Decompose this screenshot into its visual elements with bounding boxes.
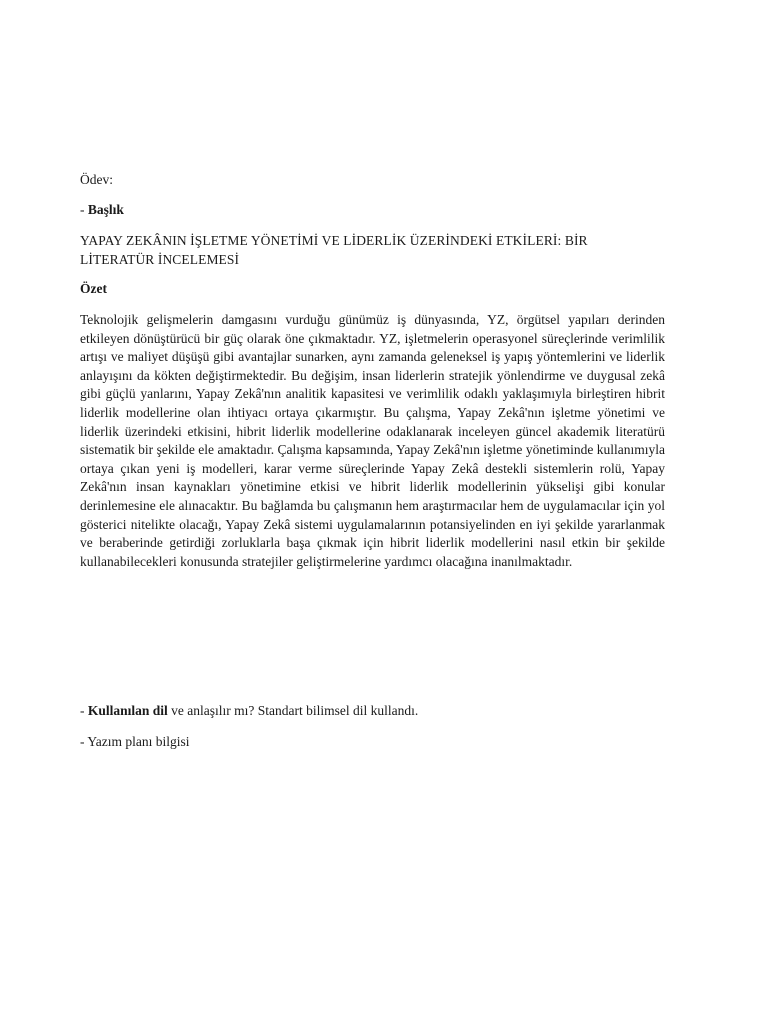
document-title: YAPAY ZEKÂNIN İŞLETME YÖNETİMİ VE LİDERLİK ÜZERİNDEKİ ETKİLERİ: BİR LİTERATÜR İNCELEMESİ <box>80 233 588 267</box>
abstract-heading <box>80 280 665 299</box>
assignment-label: Ödev: <box>80 172 113 187</box>
abstract-text: Teknolojik gelişmelerin damgasını vurduğu günümüz iş dünyasında, YZ, örgütsel yapıları derinden etkileyen dönüştürücü bir güç olarak öne çıkmaktadır. YZ, işletmelerin operasyonel süreçlerinde verimlilik artışı ve maliyet düşüşü gibi avantajlar sunarken, aynı zamanda geleneksel iş yapış yöntemlerini ve liderlik anlayışını da kökten değiştirmektedir. Bu değişim, insan liderlerin stratejik yönlendirme ve duygusal zekâ gibi güçlü yanlarını, Yapay Zekâ'nın analitik kapasitesi ve verimlilik odaklı yaklaşımıyla birleştiren hibrit liderlik modellerine olan ihtiyacı ortaya çıkarmıştır. Bu çalışma, Yapay Zekâ'nın işletme yönetimi ve liderlik üzerindeki etkisini, hibrit liderlik modellerine odaklanarak inceleyen güncel akademik literatürü sistematik bir şekilde ele amaktadır. Çalışma kapsamında, Yapay Zekâ'nın işletme yönetiminde kullanımıyla ortaya çıkan yeni iş modelleri, karar verme süreçlerinde Yapay Zekâ destekli sistemlerin rolü, Yapay Zekâ'nın insan kaynakları yönetimine etkisi ve hibrit liderlik modellerinin yükselişi gibi konular derinlemesine ele alınacaktır. Bu bağlamda bu çalışmanın hem araştırmacılar hem de uygulamacılar için yol gösterici nitelikte olacağı, Yapay Zekâ sistemi uygulamalarının potansiyelinden en iyi şekilde yararlanmak ve beraberinde getirdiği zorluklarla başa çıkmak için hibrit liderlik modellerini nasıl etkin bir şekilde kullanabilecekleri konusunda stratejiler geliştirmelerine yardımcı olacağına inanılmaktadır. <box>80 312 665 569</box>
heading-prefix: - <box>80 202 88 217</box>
writing-plan-line: - Yazım planı bilgisi <box>80 734 190 749</box>
abstract-heading-text: Özet <box>80 281 107 296</box>
language-label: Kullanılan dil <box>87 703 168 718</box>
language-text: ve anlaşılır mı? Standart bilimsel dil kullandı. <box>167 703 419 718</box>
language-prefix: - <box>80 703 88 718</box>
language-line <box>80 702 665 721</box>
heading-label: Başlık <box>87 202 124 217</box>
heading-line <box>80 201 665 220</box>
